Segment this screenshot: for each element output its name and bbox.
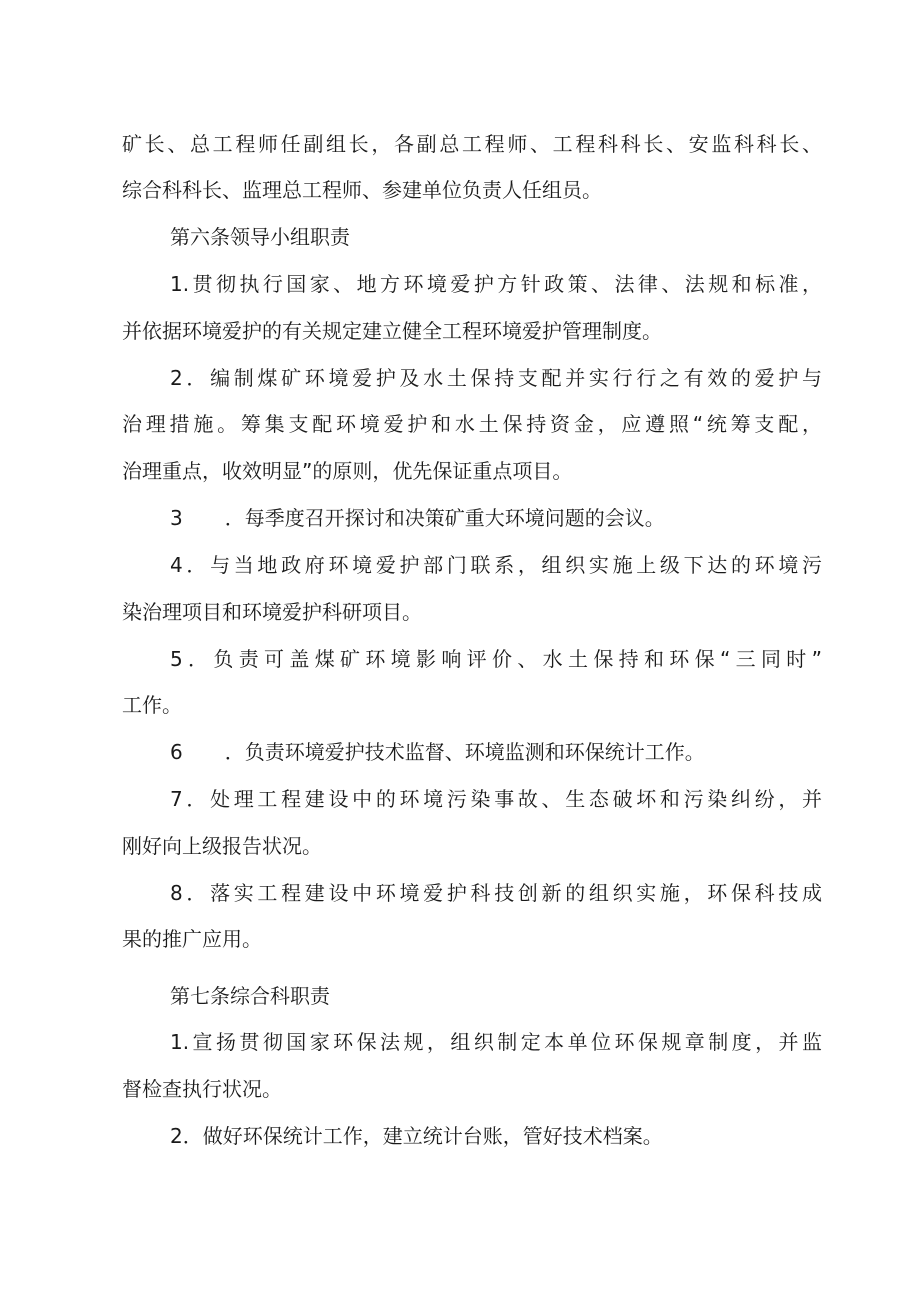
paragraph-line: 并依据环境爱护的有关规定建立健全工程环境爱护管理制度。	[122, 319, 662, 343]
paragraph-line: 果的推广应用。	[122, 927, 262, 951]
paragraph-line: 治理措施。筹集支配环境爱护和水土保持资金，应遵照“统筹支配，	[122, 412, 822, 436]
paragraph-line: 矿长、总工程师任副组长，各副总工程师、工程科科长、安监科科长、	[122, 132, 822, 156]
paragraph-line: 1.贯彻执行国家、地方环境爱护方针政策、法律、法规和标准，	[170, 272, 822, 296]
paragraph-line: ．负责环境爱护技术监督、环境监测和环保统计工作。	[224, 740, 705, 764]
paragraph-line: 治理重点，收效明显”的原则，优先保证重点项目。	[122, 459, 573, 483]
paragraph-line: 4．与当地政府环境爱护部门联系，组织实施上级下达的环境污	[170, 553, 822, 577]
section-heading: 第七条综合科职责	[170, 984, 330, 1008]
paragraph-line: 2．编制煤矿环境爱护及水土保持支配并实行行之有效的爱护与	[170, 366, 822, 390]
paragraph-line: 5．负责可盖煤矿环境影响评价、水土保持和环保“三同时”	[170, 647, 822, 671]
paragraph-line: 督检查执行状况。	[122, 1077, 282, 1101]
paragraph-line: 2．做好环保统计工作，建立统计台账，管好技术档案。	[170, 1124, 663, 1148]
list-number: 6	[170, 740, 183, 764]
section-heading: 第六条领导小组职责	[170, 225, 350, 249]
paragraph-line: 1.宣扬贯彻国家环保法规，组织制定本单位环保规章制度，并监	[170, 1030, 822, 1054]
paragraph-line: 染治理项目和环境爱护科研项目。	[122, 600, 422, 624]
list-number: 3	[170, 506, 183, 530]
paragraph-line: 8．落实工程建设中环境爱护科技创新的组织实施，环保科技成	[170, 881, 822, 905]
list-item-6	[170, 736, 822, 768]
list-item-3	[170, 502, 822, 534]
paragraph-line: 工作。	[122, 693, 182, 717]
paragraph-line: 7．处理工程建设中的环境污染事故、生态破坏和污染纠纷，并	[170, 787, 822, 811]
paragraph-line: 刚好向上级报告状况。	[122, 834, 322, 858]
paragraph-line: 综合科科长、监理总工程师、参建单位负责人任组员。	[122, 178, 602, 202]
paragraph-line: ．每季度召开探讨和决策矿重大环境问题的会议。	[224, 506, 665, 530]
